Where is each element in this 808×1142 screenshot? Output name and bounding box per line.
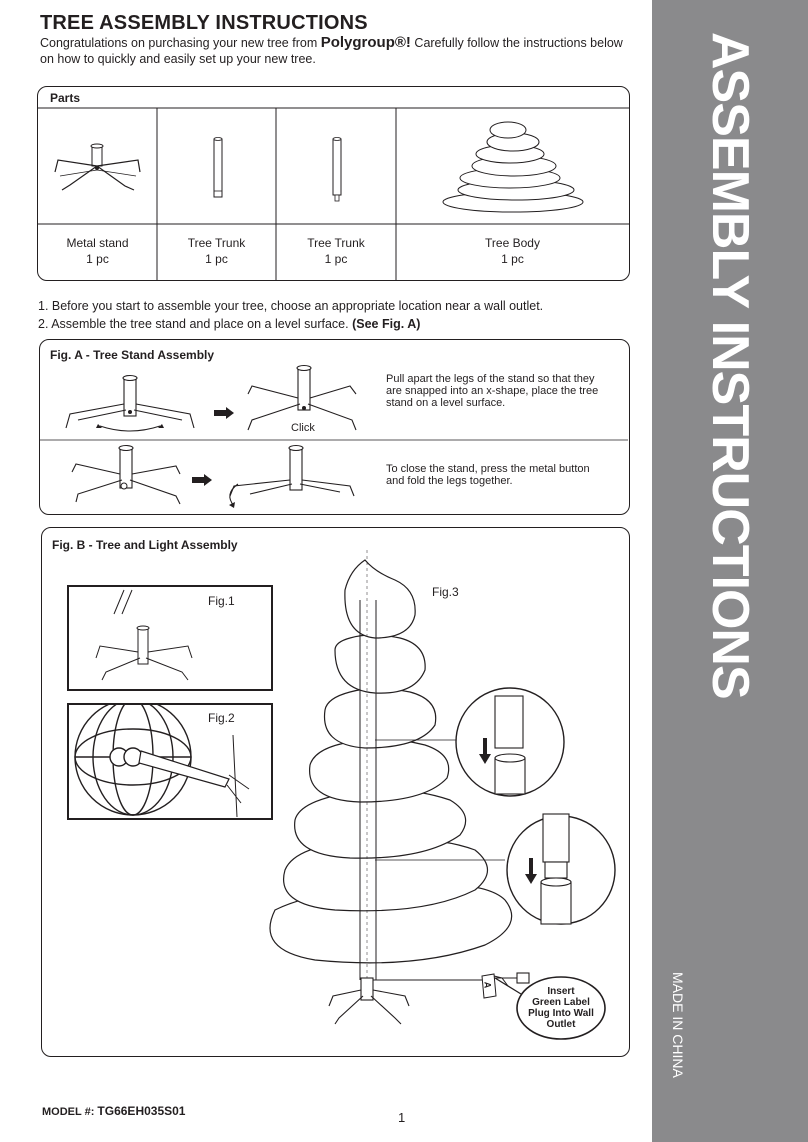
step-1: 1. Before you start to assemble your tree, choose an appropriate location near a wall outlet. (38, 299, 544, 313)
part-qty: 1 pc (86, 252, 109, 266)
part-qty: 1 pc (501, 252, 524, 266)
model-value: TG66EH035S01 (97, 1104, 186, 1118)
part-qty: 1 pc (324, 252, 348, 266)
callout-text (520, 986, 602, 1030)
callout-line: Green Label (532, 997, 590, 1008)
fig-a-heading: Fig. A - Tree Stand Assembly (50, 348, 215, 362)
step-2-text: 2. Assemble the tree stand and place on a level surface. (38, 317, 353, 331)
page-number: 1 (398, 1110, 406, 1125)
fig-1-label: Fig.1 (208, 594, 235, 608)
fig-2-frame (67, 703, 273, 820)
brand-name: Polygroup®! (320, 34, 411, 51)
part-name: Tree Trunk (307, 236, 365, 250)
page-title: TREE ASSEMBLY INSTRUCTIONS (40, 12, 368, 34)
arrow-right-icon (214, 407, 234, 419)
step-2-ref: (See Fig. A) (352, 317, 421, 331)
stand-closed-illustration (60, 374, 200, 436)
fig-b-heading: Fig. B - Tree and Light Assembly (52, 538, 238, 552)
fig-a-note-open: Pull apart the legs of the stand so that they are snapped into an x-shape, place the tree stand on a level surface. (386, 373, 599, 409)
sidebar-title-text: ASSEMBLY INSTRUCTIONS (701, 32, 759, 699)
intro-post: Carefully follow the instructions below on how to quickly and easily set up your new tree. (40, 36, 623, 66)
detail-circle-upper (455, 682, 565, 802)
made-in-text: MADE IN CHINA (670, 972, 686, 1078)
part-name: Tree Trunk (187, 236, 246, 250)
arrow-right-icon-2 (192, 474, 212, 486)
fig-a-note-close: To close the stand, press the metal button and fold the legs together. (386, 463, 590, 487)
parts-heading: Parts (50, 91, 81, 105)
intro-pre: Congratulations on purchasing your new tree from (40, 36, 321, 50)
plug-tag-letter: A (482, 981, 493, 989)
callout-line: Insert (547, 986, 575, 997)
part-name: Tree Body (485, 236, 540, 250)
fig-3-label: Fig.3 (432, 585, 459, 599)
click-label: Click (291, 422, 315, 434)
fig-2-illustration (69, 705, 271, 818)
model-number (42, 1104, 185, 1118)
callout-line: Outlet (546, 1019, 576, 1030)
stand-folding-illustration (220, 444, 360, 514)
fig-a-divider (0, 0, 808, 520)
fig-2-label: Fig.2 (208, 711, 235, 725)
part-name: Metal stand (66, 236, 129, 250)
model-label: MODEL #: (42, 1106, 95, 1118)
stand-fold-illustration (66, 444, 190, 508)
detail-circle-lower (505, 810, 617, 930)
fig-1-illustration (90, 588, 210, 688)
part-qty: 1 pc (205, 252, 228, 266)
callout-line: Plug Into Wall (528, 1008, 594, 1019)
